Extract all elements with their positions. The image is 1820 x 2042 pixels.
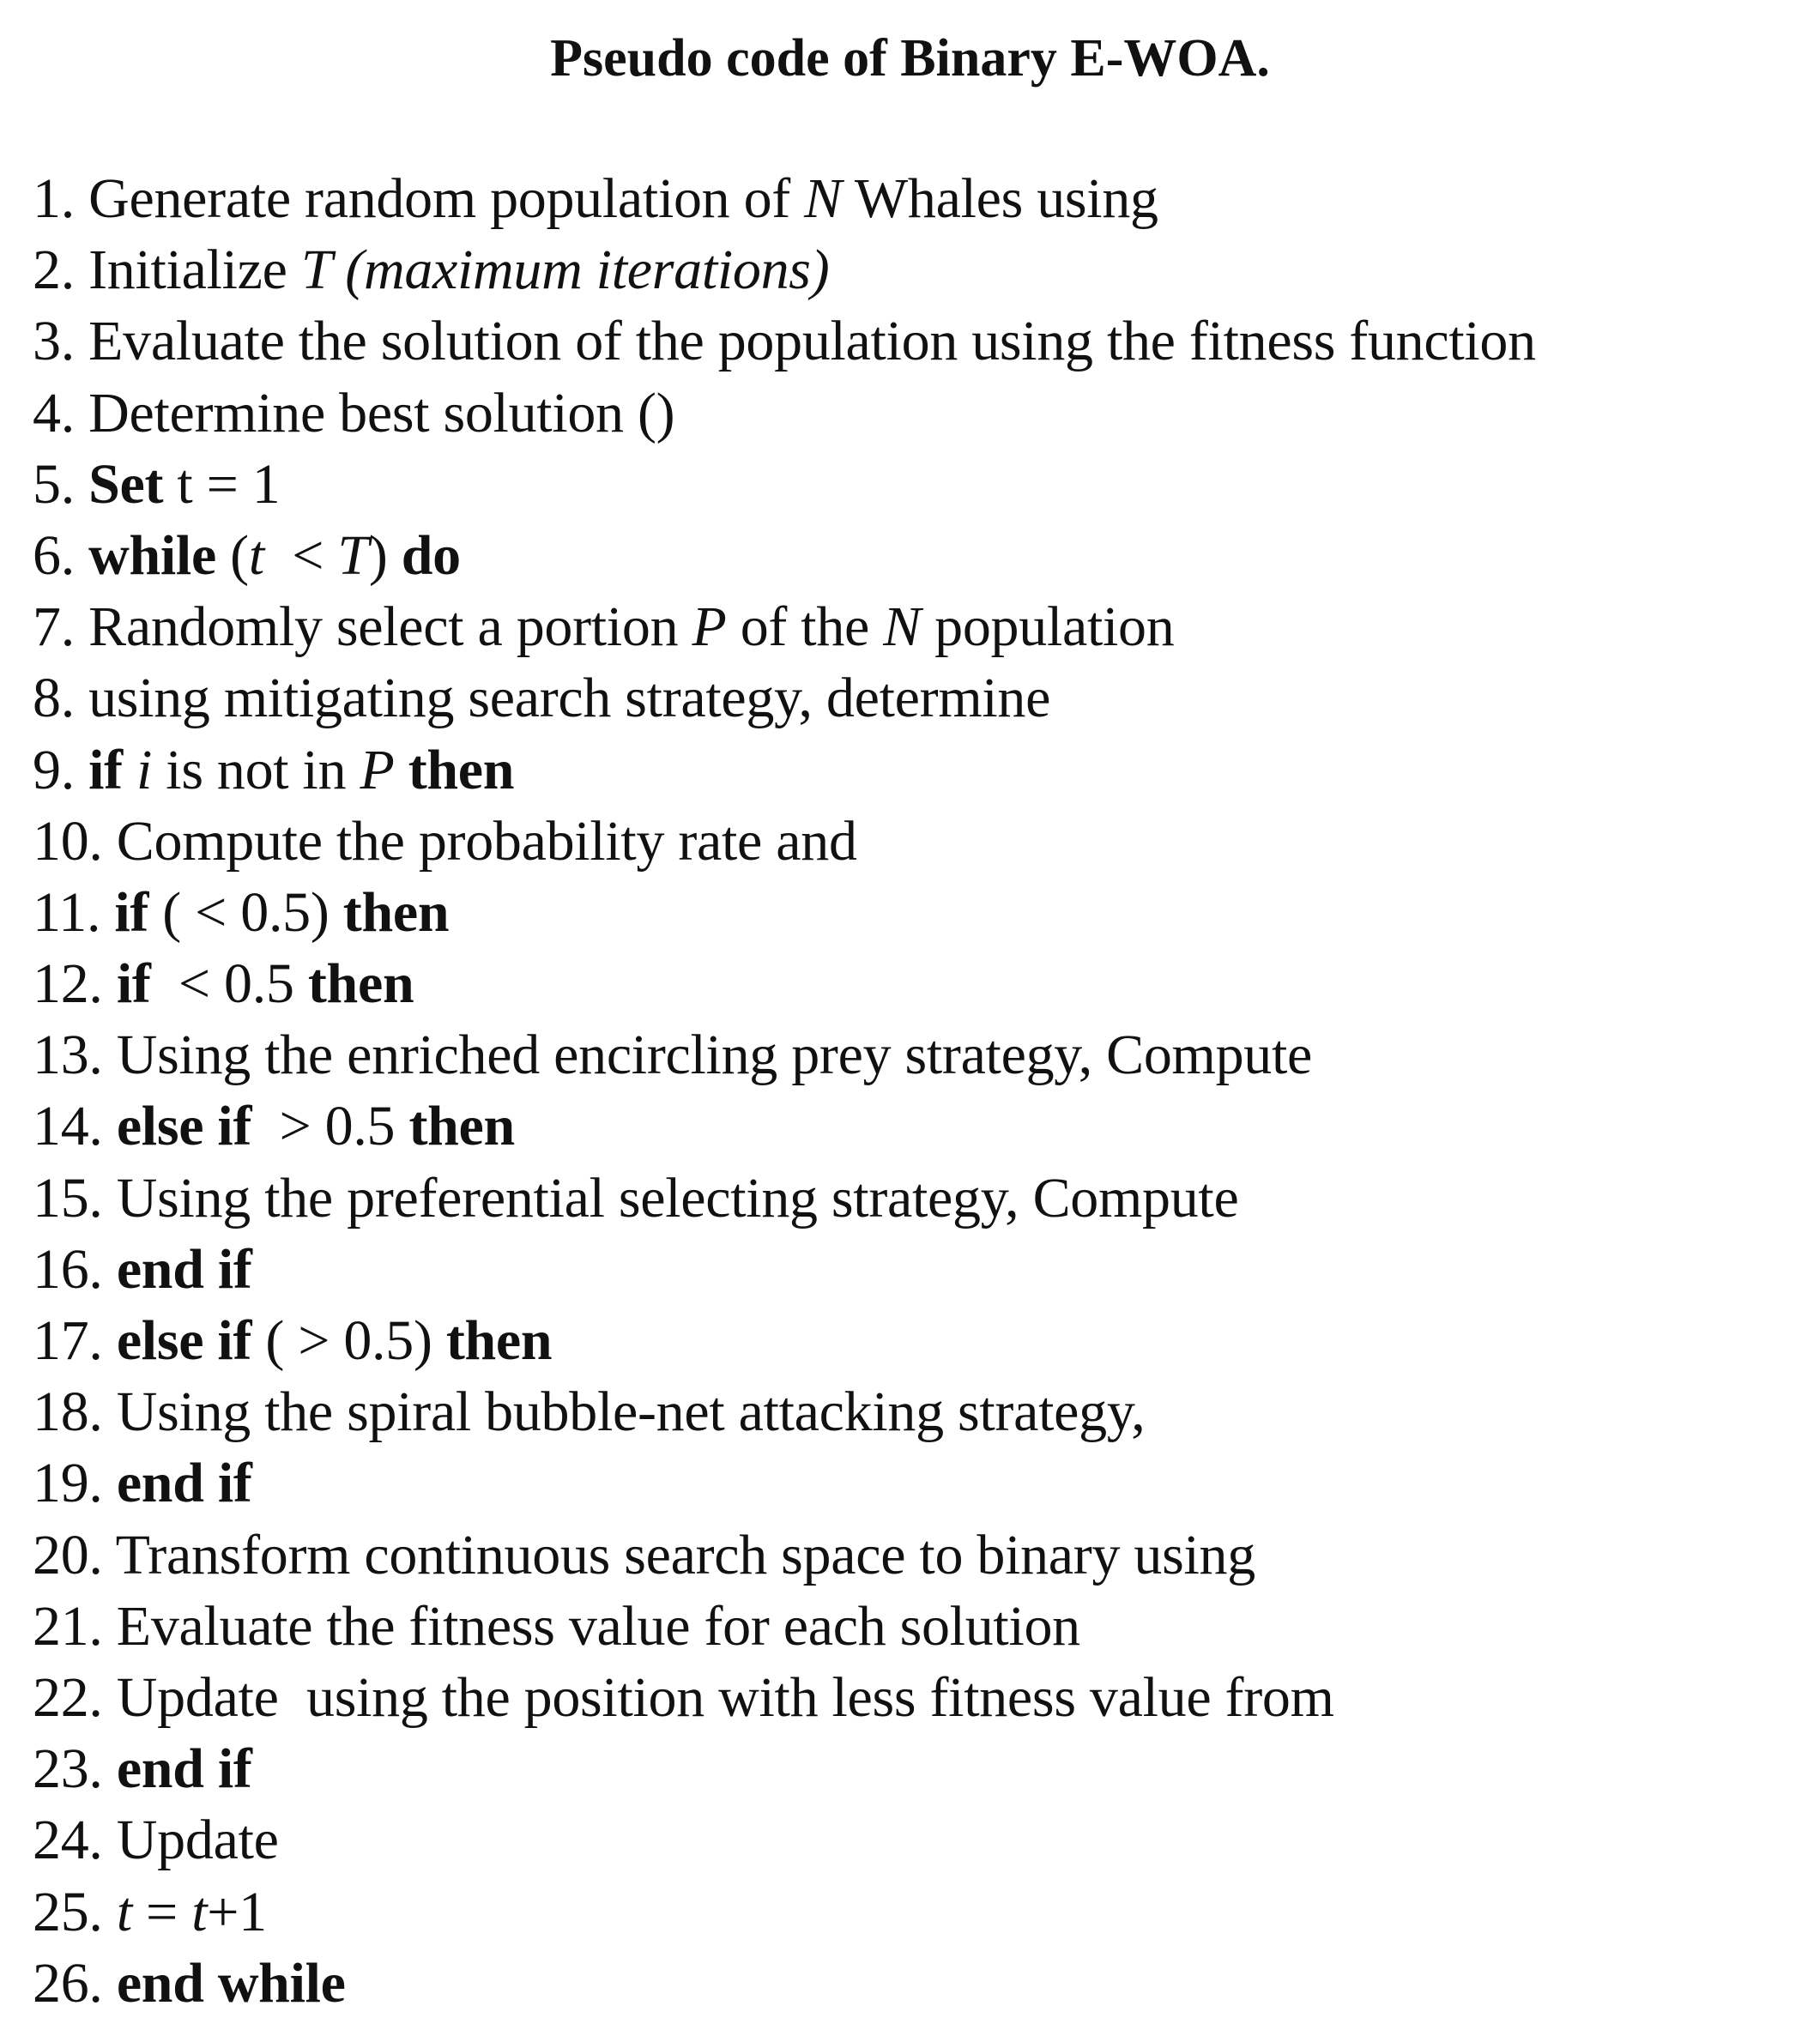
line-text — [100, 881, 114, 944]
line-text: ( > 0.5) — [251, 1309, 446, 1372]
line-text: t = 1 — [163, 452, 281, 516]
line-text — [103, 1095, 117, 1157]
line-text: Update — [102, 1809, 279, 1872]
line-number: 6. — [33, 523, 75, 587]
variable: (maximum iterations) — [331, 239, 830, 302]
line-text — [103, 1737, 117, 1800]
pseudocode-line — [33, 520, 1820, 591]
pseudocode-line — [33, 1876, 1820, 1948]
line-text — [395, 739, 408, 801]
line-text — [75, 739, 88, 801]
line-text — [75, 453, 88, 516]
line-number: 3. — [33, 310, 75, 373]
keyword: while — [88, 523, 216, 587]
variable: T — [300, 239, 332, 302]
line-text: ( < 0.5) — [148, 880, 343, 944]
line-number: 22. — [33, 1665, 103, 1729]
pseudocode-line — [33, 1019, 1820, 1090]
line-text: Compute the probability rate and — [102, 809, 857, 873]
pseudocode-line — [33, 1519, 1820, 1591]
pseudocode-line — [33, 234, 1820, 305]
line-number: 19. — [33, 1452, 103, 1515]
line-number: 5. — [33, 452, 75, 516]
line-number: 18. — [33, 1380, 103, 1444]
keyword: else if — [116, 1095, 252, 1158]
pseudocode-line — [33, 734, 1820, 806]
pseudocode-line — [33, 877, 1820, 948]
pseudocode-list — [33, 163, 1820, 2019]
line-text: < 0.5 — [150, 952, 308, 1016]
line-text: Using the enriched encircling prey strategy, Compute — [102, 1024, 1312, 1087]
pseudocode-line — [33, 591, 1820, 662]
pseudocode-line — [33, 1662, 1820, 1733]
line-number: 12. — [33, 952, 103, 1016]
variable: t — [191, 1880, 208, 1943]
pseudocode-line — [33, 1376, 1820, 1447]
keyword: end while — [116, 1951, 346, 2015]
line-text — [123, 739, 136, 801]
line-text — [103, 1881, 117, 1943]
keyword: if — [114, 880, 149, 944]
line-number: 7. — [33, 595, 75, 659]
keyword: end if — [116, 1737, 252, 1801]
line-text — [103, 1238, 117, 1301]
line-text: is not in — [152, 738, 360, 801]
variable: P — [692, 595, 727, 659]
line-text: Update using the position with less fitness value from — [102, 1665, 1334, 1729]
line-number: 16. — [33, 1237, 103, 1301]
line-number: 9. — [33, 738, 75, 801]
keyword: Set — [88, 452, 164, 516]
variable: T — [337, 523, 369, 587]
line-number: 1. — [33, 167, 75, 230]
keyword: end if — [116, 1452, 252, 1515]
pseudocode-line — [33, 449, 1820, 520]
line-number: 13. — [33, 1024, 103, 1087]
line-text — [103, 1952, 117, 2015]
keyword: then — [408, 1095, 515, 1158]
line-number: 10. — [33, 809, 103, 873]
keyword: then — [445, 1309, 553, 1372]
line-number: 21. — [33, 1594, 103, 1658]
line-text: of the — [726, 595, 884, 659]
line-text: using mitigating search strategy, determine — [74, 667, 1051, 730]
line-number: 17. — [33, 1309, 103, 1372]
keyword: then — [307, 952, 414, 1016]
line-text: Using the spiral bubble-net attacking strategy, — [102, 1380, 1146, 1444]
pseudocode-line — [33, 1090, 1820, 1162]
line-text: Transform continuous search space to binary using — [102, 1523, 1255, 1586]
pseudocode-line — [33, 1305, 1820, 1376]
keyword: end if — [116, 1237, 252, 1301]
pseudocode-line — [33, 305, 1820, 377]
line-text — [103, 1309, 117, 1372]
pseudocode-line — [33, 662, 1820, 734]
line-text: ) — [368, 523, 402, 587]
variable: P — [360, 738, 395, 801]
keyword: if — [116, 952, 151, 1016]
variable: N — [883, 595, 921, 659]
pseudocode-line — [33, 1804, 1820, 1876]
line-text: Initialize — [74, 239, 301, 302]
pseudocode-line — [33, 948, 1820, 1019]
line-text: Evaluate the fitness value for each solution — [102, 1594, 1080, 1658]
line-number: 15. — [33, 1166, 103, 1229]
line-number: 25. — [33, 1880, 103, 1943]
pseudocode-line — [33, 1234, 1820, 1305]
variable: t — [116, 1880, 132, 1943]
line-text: Randomly select a portion — [74, 595, 692, 659]
line-number: 23. — [33, 1737, 103, 1801]
line-text: Generate random population of — [74, 167, 805, 230]
line-text — [103, 1452, 117, 1514]
keyword: if — [88, 738, 123, 801]
line-number: 24. — [33, 1809, 103, 1872]
pseudocode-line — [33, 378, 1820, 449]
line-number: 2. — [33, 239, 75, 302]
pseudocode-line — [33, 1948, 1820, 2019]
keyword: then — [342, 880, 450, 944]
line-text: +1 — [207, 1880, 267, 1943]
line-text: ( — [215, 523, 249, 587]
pseudocode-line — [33, 1733, 1820, 1804]
line-number: 26. — [33, 1951, 103, 2015]
keyword: do — [401, 523, 461, 587]
pseudocode-line — [33, 163, 1820, 234]
line-text: population — [920, 595, 1175, 659]
variable: t — [248, 523, 264, 587]
line-text: Determine best solution () — [74, 381, 675, 444]
pseudocode-line — [33, 1447, 1820, 1519]
line-text — [75, 524, 88, 587]
line-number: 14. — [33, 1095, 103, 1158]
pseudocode-line — [33, 1591, 1820, 1662]
line-text — [103, 952, 117, 1015]
line-text: Using the preferential selecting strategy, Compute — [102, 1166, 1239, 1229]
line-number: 8. — [33, 667, 75, 730]
line-text: = — [131, 1880, 192, 1943]
variable: N — [804, 167, 842, 230]
line-number: 20. — [33, 1523, 103, 1586]
line-number: 4. — [33, 381, 75, 444]
pseudocode-line — [33, 806, 1820, 877]
keyword: then — [408, 738, 515, 801]
line-number: 11. — [33, 880, 101, 944]
keyword: else if — [116, 1309, 252, 1372]
line-text: > 0.5 — [251, 1095, 409, 1158]
line-text: < — [263, 523, 338, 587]
page-title: Pseudo code of Binary E-WOA. — [550, 29, 1270, 88]
line-text: Evaluate the solution of the population using the fitness function — [74, 310, 1536, 373]
pseudocode-line — [33, 1163, 1820, 1234]
line-text: Whales using — [841, 167, 1158, 230]
variable: i — [136, 738, 153, 801]
